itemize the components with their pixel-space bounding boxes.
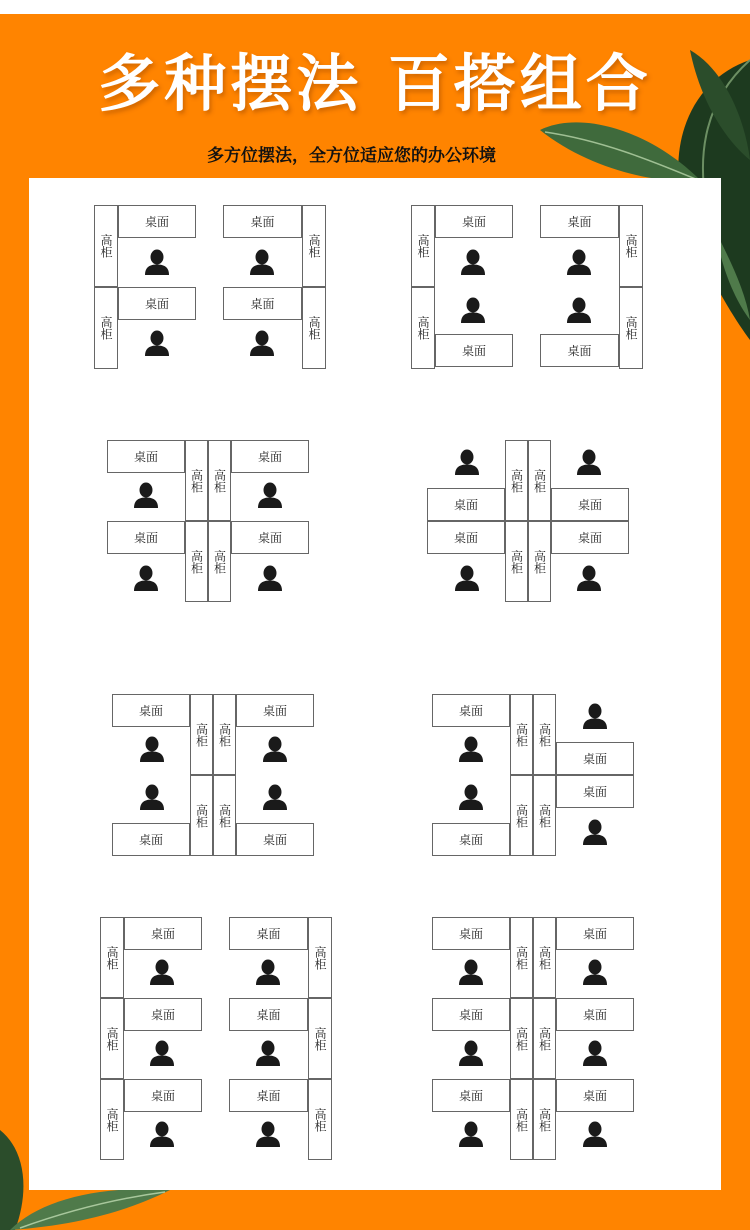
desk: 桌面 bbox=[107, 440, 185, 473]
desk: 桌面 bbox=[231, 521, 309, 554]
desk: 桌面 bbox=[435, 205, 513, 238]
cabinet: 高柜 bbox=[510, 1079, 533, 1160]
cabinet: 高柜 bbox=[213, 775, 236, 856]
cabinet: 高柜 bbox=[302, 205, 326, 287]
cabinet: 高柜 bbox=[510, 917, 533, 998]
cabinet: 高柜 bbox=[308, 998, 332, 1079]
person-icon bbox=[257, 482, 283, 508]
desk: 桌面 bbox=[107, 521, 185, 554]
desk: 桌面 bbox=[124, 917, 202, 950]
person-icon bbox=[582, 1121, 608, 1147]
person-icon bbox=[249, 249, 275, 275]
cabinet: 高柜 bbox=[533, 775, 556, 856]
desk: 桌面 bbox=[556, 998, 634, 1031]
cabinet: 高柜 bbox=[510, 775, 533, 856]
desk: 桌面 bbox=[551, 521, 629, 554]
person-icon bbox=[133, 482, 159, 508]
cabinet: 高柜 bbox=[619, 287, 643, 369]
desk: 桌面 bbox=[124, 998, 202, 1031]
person-icon bbox=[262, 784, 288, 810]
person-icon bbox=[255, 1040, 281, 1066]
cabinet: 高柜 bbox=[302, 287, 326, 369]
person-icon bbox=[255, 959, 281, 985]
cabinet: 高柜 bbox=[190, 694, 213, 775]
desk: 桌面 bbox=[229, 1079, 308, 1112]
cabinet: 高柜 bbox=[185, 440, 208, 521]
cabinet: 高柜 bbox=[100, 1079, 124, 1160]
cabinet: 高柜 bbox=[533, 998, 556, 1079]
desk: 桌面 bbox=[223, 205, 302, 238]
cabinet: 高柜 bbox=[100, 917, 124, 998]
desk: 桌面 bbox=[229, 917, 308, 950]
person-icon bbox=[144, 249, 170, 275]
cabinet: 高柜 bbox=[213, 694, 236, 775]
desk: 桌面 bbox=[556, 1079, 634, 1112]
desk: 桌面 bbox=[118, 205, 196, 238]
cabinet: 高柜 bbox=[308, 917, 332, 998]
desk: 桌面 bbox=[223, 287, 302, 320]
desk: 桌面 bbox=[118, 287, 196, 320]
cabinet: 高柜 bbox=[411, 287, 435, 369]
cabinet: 高柜 bbox=[528, 521, 551, 602]
desk: 桌面 bbox=[124, 1079, 202, 1112]
person-icon bbox=[460, 297, 486, 323]
cabinet: 高柜 bbox=[533, 694, 556, 775]
person-icon bbox=[144, 330, 170, 356]
cabinet: 高柜 bbox=[619, 205, 643, 287]
person-icon bbox=[458, 959, 484, 985]
desk: 桌面 bbox=[432, 823, 510, 856]
cabinet: 高柜 bbox=[208, 521, 231, 602]
person-icon bbox=[458, 1040, 484, 1066]
cabinet: 高柜 bbox=[510, 998, 533, 1079]
desk: 桌面 bbox=[432, 694, 510, 727]
desk: 桌面 bbox=[551, 488, 629, 521]
person-icon bbox=[460, 249, 486, 275]
person-icon bbox=[149, 959, 175, 985]
cabinet: 高柜 bbox=[94, 205, 118, 287]
desk: 桌面 bbox=[427, 488, 505, 521]
person-icon bbox=[255, 1121, 281, 1147]
person-icon bbox=[133, 565, 159, 591]
person-icon bbox=[566, 249, 592, 275]
desk: 桌面 bbox=[112, 694, 190, 727]
person-icon bbox=[576, 449, 602, 475]
cabinet: 高柜 bbox=[411, 205, 435, 287]
person-icon bbox=[249, 330, 275, 356]
cabinet: 高柜 bbox=[510, 694, 533, 775]
cabinet: 高柜 bbox=[533, 1079, 556, 1160]
person-icon bbox=[149, 1121, 175, 1147]
cabinet: 高柜 bbox=[185, 521, 208, 602]
desk: 桌面 bbox=[556, 742, 634, 775]
person-icon bbox=[149, 1040, 175, 1066]
desk: 桌面 bbox=[427, 521, 505, 554]
desk: 桌面 bbox=[432, 917, 510, 950]
desk: 桌面 bbox=[231, 440, 309, 473]
cabinet: 高柜 bbox=[100, 998, 124, 1079]
desk: 桌面 bbox=[540, 205, 619, 238]
person-icon bbox=[582, 819, 608, 845]
cabinet: 高柜 bbox=[528, 440, 551, 521]
desk: 桌面 bbox=[229, 998, 308, 1031]
desk: 桌面 bbox=[236, 823, 314, 856]
cabinet: 高柜 bbox=[94, 287, 118, 369]
page-title: 多种摆法 百搭组合 bbox=[98, 47, 652, 120]
desk: 桌面 bbox=[435, 334, 513, 367]
desk: 桌面 bbox=[236, 694, 314, 727]
person-icon bbox=[582, 1040, 608, 1066]
desk: 桌面 bbox=[432, 1079, 510, 1112]
cabinet: 高柜 bbox=[505, 440, 528, 521]
cabinet: 高柜 bbox=[505, 521, 528, 602]
person-icon bbox=[262, 736, 288, 762]
person-icon bbox=[139, 736, 165, 762]
desk: 桌面 bbox=[112, 823, 190, 856]
person-icon bbox=[582, 959, 608, 985]
cabinet: 高柜 bbox=[190, 775, 213, 856]
page-subtitle: 多方位摆法，全方位适应您的办公环境 bbox=[207, 146, 496, 166]
desk: 桌面 bbox=[540, 334, 619, 367]
cabinet: 高柜 bbox=[208, 440, 231, 521]
person-icon bbox=[454, 565, 480, 591]
desk: 桌面 bbox=[432, 998, 510, 1031]
person-icon bbox=[576, 565, 602, 591]
person-icon bbox=[458, 784, 484, 810]
person-icon bbox=[582, 703, 608, 729]
person-icon bbox=[139, 784, 165, 810]
person-icon bbox=[458, 1121, 484, 1147]
desk: 桌面 bbox=[556, 775, 634, 808]
person-icon bbox=[566, 297, 592, 323]
cabinet: 高柜 bbox=[533, 917, 556, 998]
person-icon bbox=[458, 736, 484, 762]
person-icon bbox=[454, 449, 480, 475]
desk: 桌面 bbox=[556, 917, 634, 950]
person-icon bbox=[257, 565, 283, 591]
cabinet: 高柜 bbox=[308, 1079, 332, 1160]
